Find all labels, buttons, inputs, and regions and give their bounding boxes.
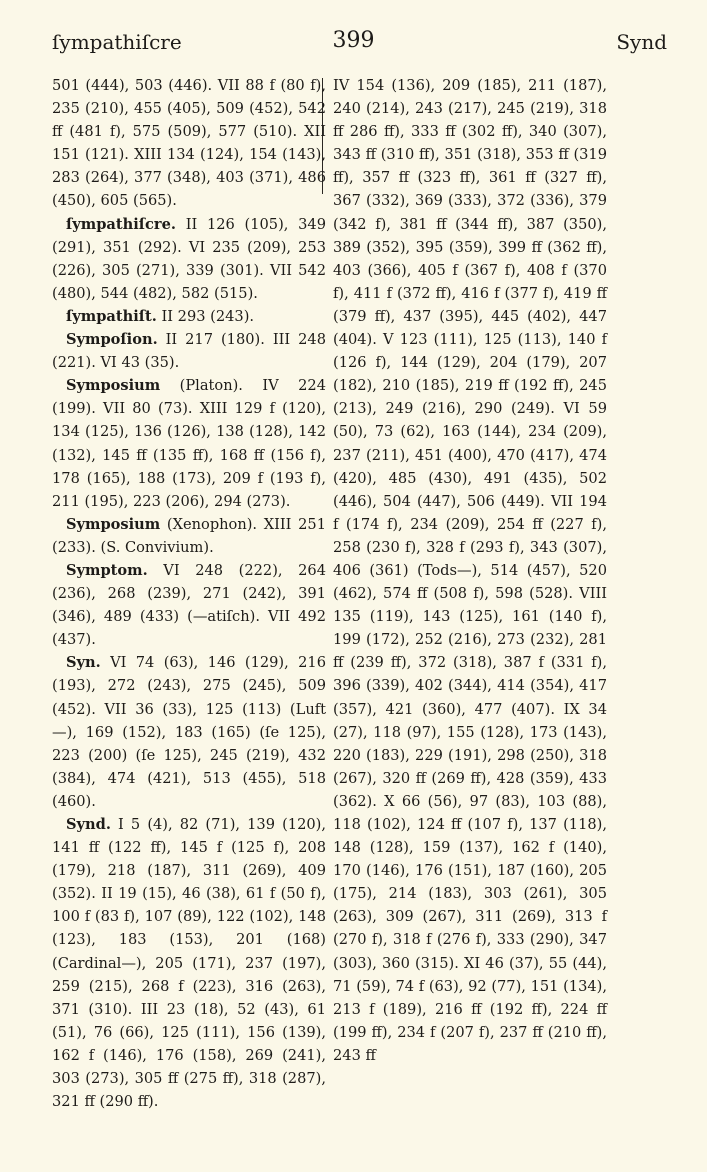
- entry-headword: Symptom.: [66, 561, 148, 579]
- entry-headword: Symposium: [66, 515, 161, 533]
- entry-headword: ſympathiſcre.: [66, 215, 176, 233]
- entry-headword: Synd.: [66, 816, 111, 833]
- index-entry: [52, 559, 326, 651]
- page-number: 399: [332, 28, 375, 53]
- left-column: [52, 74, 326, 1113]
- right-column: [333, 74, 607, 1067]
- index-entry: [52, 74, 326, 213]
- entry-references: 501 (444), 503 (446). VII 88 f (80 f), 235 (210), 455 (405), 509 (452), 542 ff (481 f), 575 (509), 577 (510). XII 151 (121). XIII 134 (124), 154 (143), 283 (264), 377 (348), 403 (371), 486 (450), 605 (565).: [52, 77, 326, 210]
- entry-references: (Xenophon). XIII 251 (233). (S. Convivium).: [52, 515, 326, 556]
- entry-references: VI 74 (63), 146 (129), 216 (193), 272 (243), 275 (245), 509 (452). VII 36 (33), 125 (113) (Luft—), 169 (152), 183 (165) (ſe 125), 223 (200) (ſe 125), 245 (219), 432 (384), 474 (421), 513 (455), 518 (460).: [52, 654, 326, 810]
- entry-references: I 5 (4), 82 (71), 139 (120), 141 ff (122 ff), 145 f (125 f), 208 (179), 218 (187), 311 (269), 409 (352). II 19 (15), 46 (38), 61 f (50 f), 100 f (83 f), 107 (89), 122 (102), 148 (123), 183 (153), 201 (168) (Cardinal—), 205 (171), 237 (197), 259 (215), 268 f (223), 316 (263), 371 (310). III 23 (18), 52 (43), 61 (51), 76 (66), 125 (111), 156 (139), 162 f (146), 176 (158), 269 (241), 303 (273), 305 ff (275 ff), 318 (287), 321 ff (290 ff).: [52, 816, 326, 1111]
- index-entry: [52, 513, 326, 559]
- entry-headword: Sympoſion.: [66, 331, 158, 349]
- index-entry: [52, 213, 326, 305]
- index-entry: [52, 374, 326, 513]
- entry-headword: Symposium: [66, 377, 161, 395]
- entry-references: II 217 (180). III 248 (221). VI 43 (35).: [52, 331, 326, 372]
- index-entry: [52, 813, 326, 1113]
- index-entry: [52, 305, 326, 328]
- entry-headword: ſympathiſt.: [66, 307, 157, 325]
- entry-references: II 126 (105), 349 (291), 351 (292). VI 235 (209), 253 (226), 305 (271), 339 (301). VII 542 (480), 544 (482), 582 (515).: [52, 215, 326, 302]
- running-head-right: Synd: [616, 30, 667, 54]
- running-head-left: ſympathiſcre: [52, 30, 182, 54]
- index-entry: [52, 328, 326, 374]
- entry-references: VI 248 (222), 264 (236), 268 (239), 271 (242), 391 (346), 489 (433) (—atiſch). VII 492 (437).: [52, 561, 326, 649]
- index-entry-continuation: IV 154 (136), 209 (185), 211 (187), 240 (214), 243 (217), 245 (219), 318 ff 286 ff), 333 ff (302 ff), 340 (307), 343 ff (310 ff), 351 (318), 353 ff (319 ff), 357 ff (323 ff), 361 ff (327 ff), 367 (332), 369 (333), 372 (336), 379 (342 f), 381 ff (344 ff), 387 (350), 389 (352), 395 (359), 399 ff (362 ff), 403 (366), 405 f (367 f), 408 f (370 f), 411 f (372 ff), 416 f (377 f), 419 ff (379 ff), 437 (395), 445 (402), 447 (404). V 123 (111), 125 (113), 140 f (126 f), 144 (129), 204 (179), 207 (182), 210 (185), 219 ff (192 ff), 245 (213), 249 (216), 290 (249). VI 59 (50), 73 (62), 163 (144), 234 (209), 237 (211), 451 (400), 470 (417), 474 (420), 485 (430), 491 (435), 502 (446), 504 (447), 506 (449). VII 194 f (174 f), 234 (209), 254 ff (227 f), 258 (230 f), 328 f (293 f), 343 (307), 406 (361) (Tods—), 514 (457), 520 (462), 574 ff (508 f), 598 (528). VIII 135 (119), 143 (125), 161 (140 f), 199 (172), 252 (216), 273 (232), 281 ff (239 ff), 372 (318), 387 f (331 f), 396 (339), 402 (344), 414 (354), 417 (357), 421 (360), 477 (407). IX 34 (27), 118 (97), 155 (128), 173 (143), 220 (183), 229 (191), 298 (250), 318 (267), 320 ff (269 ff), 428 (359), 433 (362). X 66 (56), 97 (83), 103 (88), 118 (102), 124 ff (107 f), 137 (118), 148 (128), 159 (137), 162 f (140), 170 (146), 176 (151), 187 (160), 205 (175), 214 (183), 303 (261), 305 (263), 309 (267), 311 (269), 313 f (270 f), 318 f (276 f), 333 (290), 347 (303), 360 (315). XI 46 (37), 55 (44), 71 (59), 74 f (63), 92 (77), 151 (134), 213 f (189), 216 ff (192 ff), 224 ff (199 ff), 234 f (207 f), 237 ff (210 ff), 243 ff: [333, 77, 607, 1064]
- entry-headword: Syn.: [66, 654, 101, 672]
- index-entry: [52, 651, 326, 813]
- entry-references: (Platon). IV 224 (199). VII 80 (73). XIII 129 f (120), 134 (125), 136 (126), 138 (128), 142 (132), 145 ff (135 ff), 168 ff (156 f), 178 (165), 188 (173), 209 f (193 f), 211 (195), 223 (206), 294 (273).: [52, 377, 326, 510]
- entry-references: II 293 (243).: [156, 307, 255, 325]
